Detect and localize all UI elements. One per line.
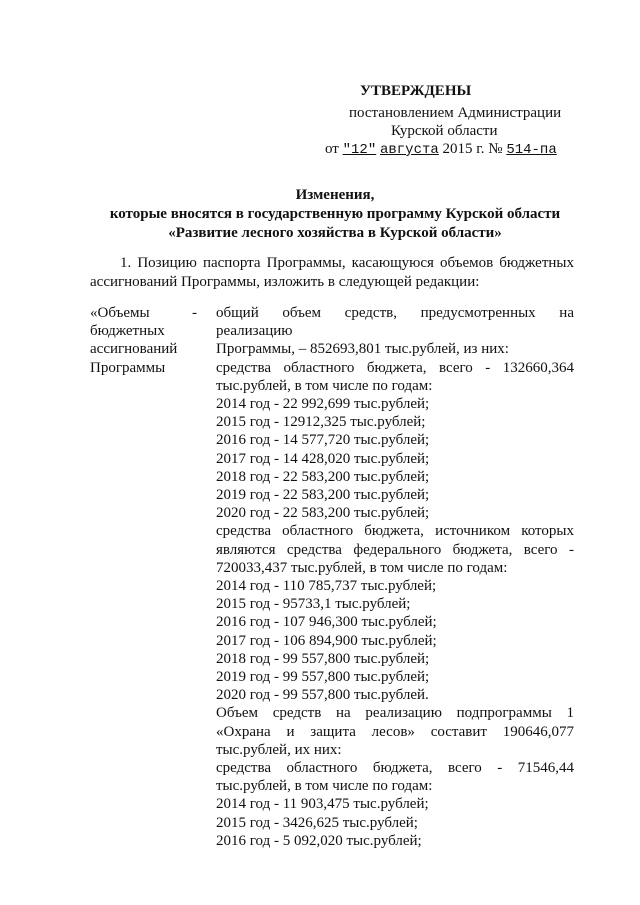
date-day: "12"	[342, 142, 377, 158]
year-line: 2015 год - 95733,1 тыс.рублей;	[216, 596, 411, 613]
label-line: «Объемы	[90, 305, 150, 321]
federal-line: являются средства федерального бюджета, всего -	[216, 541, 574, 558]
approval-heading: УТВЕРЖДЕНЫ	[360, 83, 472, 99]
subprogram-line: «Охрана и защита лесов» составит 190646,077	[216, 723, 574, 740]
year-line: 2014 год - 22 992,699 тыс.рублей;	[216, 396, 430, 413]
doc-number: 514-па	[506, 142, 557, 158]
approval-region: Курской области	[391, 123, 498, 139]
total-line: Программы, – 852693,801 тыс.рублей, из них:	[216, 341, 509, 358]
year-line: 2016 год - 107 946,300 тыс.рублей;	[216, 614, 437, 631]
doc-title: Изменения,	[295, 187, 375, 203]
intro-paragraph: 1. Позицию паспорта Программы, касающуюся объемов бюджетных ассигнований Программы, изложить в следующей редакции:	[90, 255, 574, 290]
year-line: 2020 год - 22 583,200 тыс.рублей;	[216, 505, 430, 522]
label-dash: -	[192, 305, 197, 321]
regional-line: тыс.рублей, в том числе по годам:	[216, 377, 433, 394]
year-line: 2019 год - 22 583,200 тыс.рублей;	[216, 487, 430, 504]
subprogram-line: тыс.рублей, их них:	[216, 741, 342, 758]
budget-content	[216, 304, 574, 850]
year-line: 2016 год - 5 092,020 тыс.рублей;	[216, 832, 422, 849]
year-line: 2015 год - 12912,325 тыс.рублей;	[216, 414, 426, 431]
approval-date-line	[325, 140, 557, 159]
year-line: 2017 год - 14 428,020 тыс.рублей;	[216, 450, 430, 467]
federal-line: средства областного бюджета, источником которых	[216, 523, 574, 540]
year-line: 2014 год - 110 785,737 тыс.рублей;	[216, 578, 437, 595]
year-line: 2017 год - 106 894,900 тыс.рублей;	[216, 632, 437, 649]
sub-regional-line: средства областного бюджета, всего - 71546,44	[216, 760, 574, 777]
year-line: 2019 год - 99 557,800 тыс.рублей;	[216, 669, 430, 686]
year-line: 2018 год - 22 583,200 тыс.рублей;	[216, 468, 430, 485]
date-prefix: от	[325, 141, 339, 157]
label-line: Программы	[90, 359, 166, 376]
program-name: «Развитие лесного хозяйства в Курской области»	[168, 225, 502, 241]
sub-regional-line: тыс.рублей, в том числе по годам:	[216, 778, 433, 795]
date-year: 2015 г. №	[442, 141, 503, 157]
year-line: 2016 год - 14 577,720 тыс.рублей;	[216, 432, 430, 449]
regional-line: средства областного бюджета, всего - 132660,364	[216, 359, 574, 376]
year-line: 2018 год - 99 557,800 тыс.рублей;	[216, 650, 430, 667]
year-line: 2015 год - 3426,625 тыс.рублей;	[216, 814, 418, 831]
budget-label	[90, 304, 200, 377]
label-line: ассигнований	[90, 341, 178, 358]
label-line: бюджетных	[90, 323, 165, 340]
total-line: общий объем средств, предусмотренных на реализацию	[216, 305, 574, 340]
approval-authority: постановлением Администрации	[349, 105, 562, 121]
subprogram-line: Объем средств на реализацию подпрограммы 1	[216, 705, 574, 722]
doc-subtitle: которые вносятся в государственную программу Курской области	[109, 206, 561, 222]
year-line: 2014 год - 11 903,475 тыс.рублей;	[216, 796, 429, 813]
federal-line: 720033,437 тыс.рублей, в том числе по годам:	[216, 559, 508, 576]
date-month: августа	[379, 142, 439, 158]
year-line: 2020 год - 99 557,800 тыс.рублей.	[216, 687, 429, 704]
